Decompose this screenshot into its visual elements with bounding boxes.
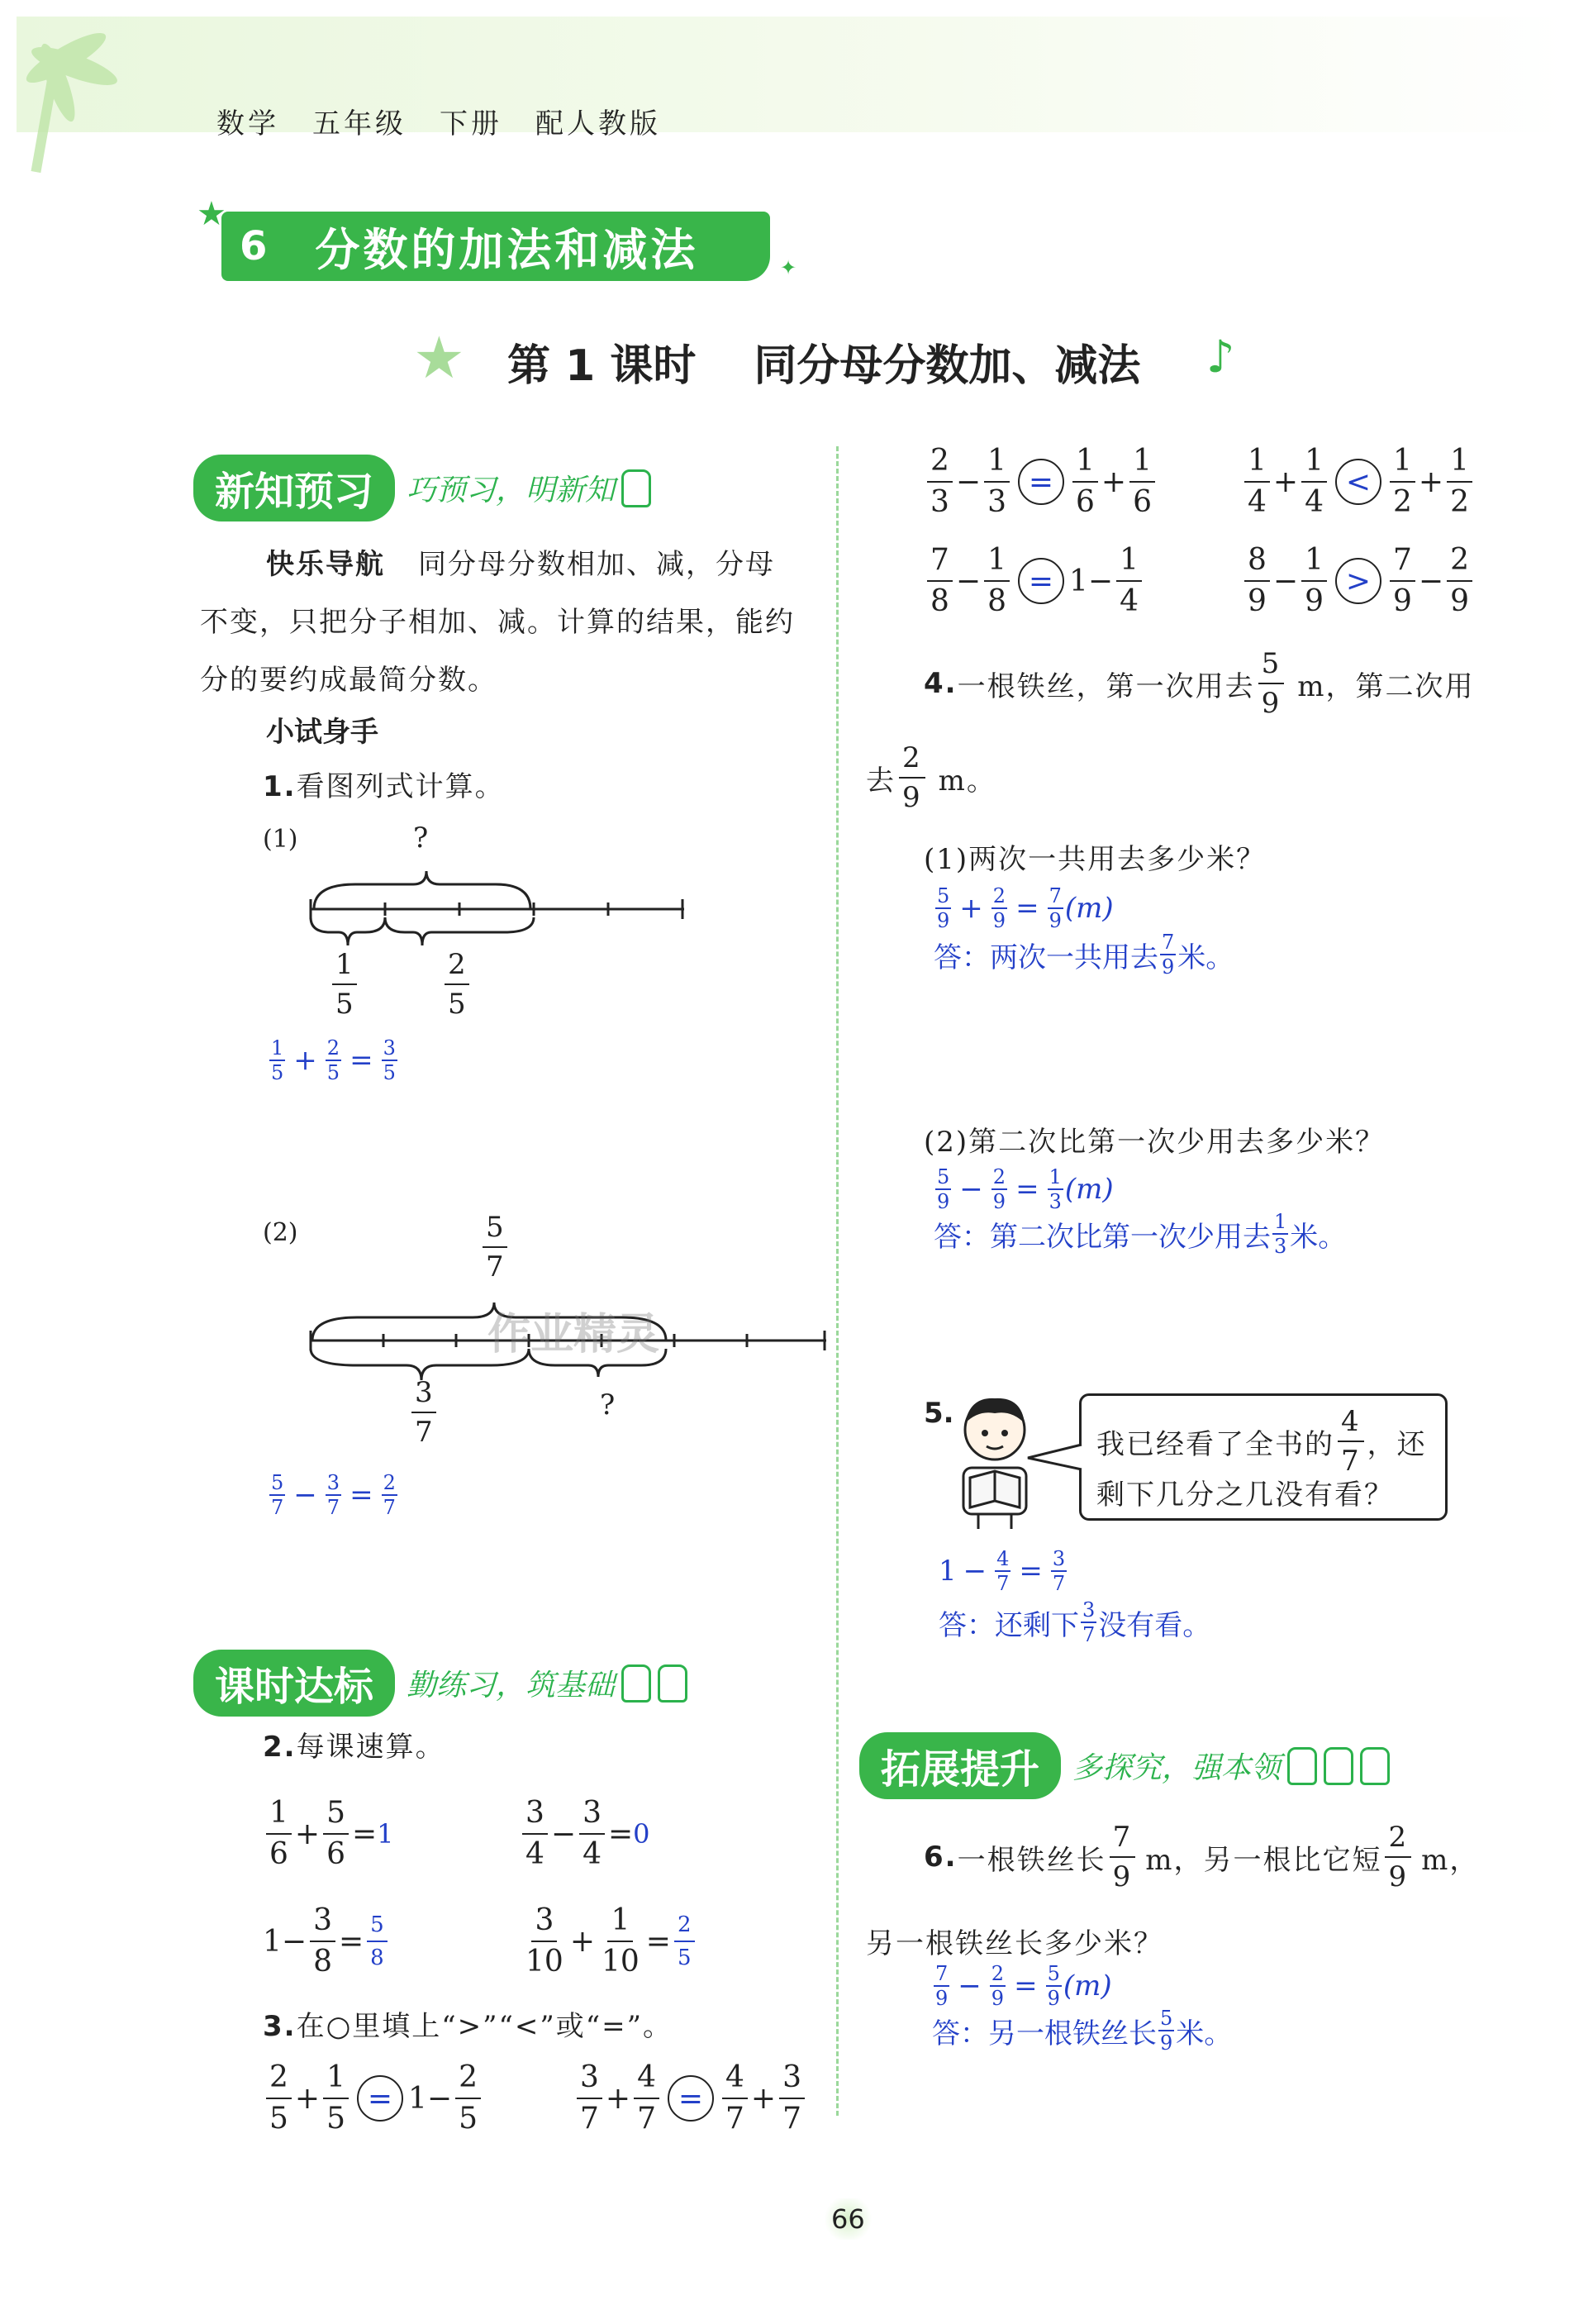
preview-banner-row <box>193 455 651 521</box>
fraction: $\frac{5}{7}$ <box>483 1213 507 1281</box>
header-volume: 下册 <box>440 107 502 140</box>
compare-circle[interactable]: = <box>1018 459 1064 505</box>
fraction: $\frac{3}{8}$ <box>310 1906 335 1977</box>
star-icon: ★ <box>197 195 226 233</box>
q2-item-3: 1 − $\frac{3}{8}$ = $\frac{5}{8}$ <box>263 1906 391 1977</box>
lesson-topic: 同分母分数加、减法 <box>754 341 1141 391</box>
q4-sub2-calc: $\frac{5}{9}$ − $\frac{2}{9}$ = $\frac{1}{3}$ (m) <box>937 1165 1114 1213</box>
fraction: $\frac{1}{6}$ <box>1129 446 1155 517</box>
star-icon: ✦ <box>780 256 797 279</box>
fraction: $\frac{5}{9}$ <box>937 884 950 932</box>
fraction: $\frac{1}{4}$ <box>1244 446 1270 517</box>
extend-banner-sub: 多探究，强本领 <box>1072 1751 1282 1785</box>
unit-title: 分数的加法和减法 <box>315 223 699 276</box>
q3-item-5: $\frac{7}{8}$ − $\frac{1}{8}$ = 1 − $\frac{1}{4}$ <box>924 545 1145 617</box>
compare-circle[interactable]: = <box>357 2075 403 2122</box>
fraction: $\frac{5}{9}$ <box>1160 2007 1173 2055</box>
thumbs-up-icon <box>658 1664 687 1703</box>
page-number: 66 <box>821 2198 875 2240</box>
header-grade: 五年级 <box>312 107 407 140</box>
fraction: $\frac{2}{9}$ <box>991 1962 1005 2010</box>
header-edition: 配人教版 <box>535 107 661 140</box>
fraction: $\frac{3}{4}$ <box>522 1798 548 1869</box>
q2-item-1: $\frac{1}{6}$ + $\frac{5}{6}$ = 1 <box>263 1798 394 1869</box>
q4-sub1-calc: $\frac{5}{9}$ + $\frac{2}{9}$ = $\frac{7}{9}$ (m) <box>937 884 1114 932</box>
q1-part2-answer: $\frac{5}{7}$ − $\frac{3}{7}$ = $\frac{2}{7}$ <box>271 1471 396 1519</box>
palm-tree-decoration <box>17 17 182 182</box>
fraction: $\frac{1}{4}$ <box>1116 545 1142 617</box>
fraction: $\frac{5}{9}$ <box>937 1165 950 1213</box>
q2-heading: 2.每课速算。 <box>263 1731 445 1764</box>
fraction: $\frac{2}{5}$ <box>455 2063 481 2134</box>
q1-part1-diagram <box>306 843 694 959</box>
fraction: $\frac{2}{5}$ <box>326 1036 340 1084</box>
header-info <box>216 101 661 141</box>
q5-answer: 答：还剩下 $\frac{3}{7}$ 没有看。 <box>939 1598 1211 1646</box>
nav-text-3: 分的要约成最简分数。 <box>200 664 497 697</box>
fraction: $\frac{1}{5}$ <box>271 1036 284 1084</box>
thumbs-up-icon <box>621 469 651 507</box>
practice-banner: 课时达标 <box>193 1650 395 1717</box>
compare-circle[interactable]: = <box>1018 558 1064 604</box>
q5-calc: 1 − $\frac{4}{7}$ = $\frac{3}{7}$ <box>939 1547 1066 1595</box>
speech-bubble <box>1079 1393 1448 1521</box>
fraction: $\frac{3}{7}$ <box>779 2063 805 2134</box>
q4-line-1: 4. 一根铁丝，第一次用去 $\frac{5}{9}$ m，第二次用 <box>924 647 1475 720</box>
nav-paragraph <box>200 536 820 709</box>
q5-number: 5. <box>924 1397 954 1430</box>
starfish-icon: ★ <box>413 324 465 392</box>
q1-part2-top-fraction <box>479 1213 511 1281</box>
q6-calc: $\frac{7}{9}$ − $\frac{2}{9}$ = $\frac{5}{9}$ (m) <box>935 1962 1112 2010</box>
try-label: 小试身手 <box>266 716 378 749</box>
q3-item-4: $\frac{1}{4}$ + $\frac{1}{4}$ < $\frac{1}{2}$ + $\frac{1}{2}$ <box>1241 446 1476 517</box>
practice-banner-sub: 勤练习，筑基础 <box>407 1669 616 1703</box>
fraction: $\frac{3}{4}$ <box>579 1798 605 1869</box>
q1-part1-question: ? <box>413 821 429 855</box>
watermark: 作业精灵 <box>487 1310 660 1360</box>
extend-banner-row <box>859 1732 1390 1799</box>
fraction: $\frac{1}{3}$ <box>1049 1165 1062 1213</box>
fraction: $\frac{7}{9}$ <box>935 1962 949 2010</box>
fraction: $\frac{1}{6}$ <box>1072 446 1098 517</box>
q3-item-3: $\frac{2}{3}$ − $\frac{1}{3}$ = $\frac{1}{6}$ + $\frac{1}{6}$ <box>924 446 1158 517</box>
q3-item-1: $\frac{2}{5}$ + $\frac{1}{5}$ = 1 − $\frac{2}{5}$ <box>263 2063 484 2134</box>
q1-part1-label: (1) <box>263 825 298 854</box>
fraction: $\frac{1}{8}$ <box>984 545 1010 617</box>
q2-item-4: $\frac{3}{10}$ + $\frac{1}{10}$ = $\frac{2}{5}$ <box>519 1906 698 1977</box>
speech-line-1: 我已经看了全书的 $\frac{4}{7}$ ，还 <box>1096 1405 1427 1478</box>
q1-part1-answer: $\frac{1}{5}$ + $\frac{2}{5}$ = $\frac{3}{5}$ <box>271 1036 396 1084</box>
fraction: $\frac{1}{2}$ <box>1447 446 1472 517</box>
q4-sub1-answer: 答：两次一共用去 $\frac{7}{9}$ 米。 <box>934 931 1234 979</box>
fraction: $\frac{5}{9}$ <box>1258 650 1285 717</box>
fraction: $\frac{3}{10}$ <box>525 1903 563 1979</box>
q1-part2-bottom-fraction <box>408 1376 440 1449</box>
q1-part2-label: (2) <box>263 1218 298 1247</box>
q6-line-2: 另一根铁丝长多少米？ <box>866 1927 1163 1960</box>
fraction: $\frac{1}{2}$ <box>1390 446 1415 517</box>
q4-line-2: 去 $\frac{2}{9}$ m。 <box>866 741 996 814</box>
fraction: $\frac{1}{9}$ <box>1301 545 1327 617</box>
q3-heading: 3.在○里填上“>”“<”或“=”。 <box>263 2010 673 2043</box>
thumbs-up-icon <box>1360 1747 1390 1785</box>
q4-sub2: (2)第二次比第一次少用去多少米？ <box>924 1126 1386 1159</box>
fraction: $\frac{7}{9}$ <box>1162 931 1175 979</box>
practice-banner-row <box>193 1650 687 1717</box>
fraction: $\frac{4}{7}$ <box>996 1547 1010 1595</box>
music-note-icon: ♪ <box>1206 331 1235 383</box>
fraction: $\frac{1}{6}$ <box>266 1798 292 1869</box>
q6-answer: 答：另一根铁丝长 $\frac{5}{9}$ 米。 <box>932 2007 1233 2055</box>
compare-circle[interactable]: < <box>1335 459 1381 505</box>
fraction: $\frac{5}{9}$ <box>1047 1962 1060 2010</box>
preview-banner-sub: 巧预习，明新知 <box>407 474 616 507</box>
fraction: $\frac{5}{6}$ <box>323 1798 349 1869</box>
fraction: $\frac{8}{9}$ <box>1244 545 1270 617</box>
fraction: $\frac{7}{8}$ <box>927 545 953 617</box>
fraction: $\frac{1}{3}$ <box>1274 1210 1287 1258</box>
fraction: $\frac{3}{7}$ <box>326 1471 340 1519</box>
fraction: $\frac{7}{9}$ <box>1049 884 1062 932</box>
fraction: $\frac{4}{7}$ <box>1338 1407 1364 1475</box>
fraction: $\frac{4}{7}$ <box>722 2063 748 2134</box>
fraction: $\frac{2}{9}$ <box>899 744 925 812</box>
q3-item-6: $\frac{8}{9}$ − $\frac{1}{9}$ > $\frac{7}{9}$ − $\frac{2}{9}$ <box>1241 545 1476 617</box>
q4-sub2-answer: 答：第二次比第一次少用去 $\frac{1}{3}$ 米。 <box>934 1210 1347 1258</box>
lesson-title <box>507 331 1140 393</box>
fraction: $\frac{3}{5}$ <box>383 1036 396 1084</box>
unit-banner <box>221 212 770 281</box>
fraction: $\frac{3}{7}$ <box>1052 1547 1066 1595</box>
nav-text-1: 同分母分数相加、减，分母 <box>418 548 775 581</box>
fraction: $\frac{4}{7}$ <box>634 2063 659 2134</box>
fraction: $\frac{3}{7}$ <box>411 1379 436 1446</box>
fraction: $\frac{2}{5}$ <box>445 950 469 1018</box>
fraction: $\frac{2}{3}$ <box>927 446 953 517</box>
fraction: $\frac{1}{4}$ <box>1301 446 1327 517</box>
extend-banner: 拓展提升 <box>859 1732 1061 1799</box>
fraction: $\frac{1}{5}$ <box>332 950 357 1018</box>
fraction: $\frac{3}{7}$ <box>577 2063 602 2134</box>
q1-heading: 1.看图列式计算。 <box>263 770 505 803</box>
fraction: $\frac{2}{7}$ <box>383 1471 396 1519</box>
q1-part1-left-fraction <box>329 948 360 1021</box>
q1-part1-right-fraction <box>441 948 473 1021</box>
fraction: $\frac{7}{9}$ <box>1390 545 1415 617</box>
thumbs-up-icon <box>1287 1747 1317 1785</box>
fraction: $\frac{7}{9}$ <box>1110 1823 1136 1891</box>
q1-part2-question: ? <box>600 1388 616 1422</box>
fraction: $\frac{2}{9}$ <box>1447 545 1472 617</box>
preview-banner: 新知预习 <box>193 455 395 521</box>
header-subject: 数学 <box>216 107 279 140</box>
fraction: $\frac{2}{9}$ <box>992 884 1006 932</box>
fraction: $\frac{3}{7}$ <box>1082 1598 1096 1646</box>
speech-bubble-tail <box>1025 1441 1084 1474</box>
fraction: $\frac{1}{3}$ <box>984 446 1010 517</box>
q2-item-2: $\frac{3}{4}$ − $\frac{3}{4}$ = 0 <box>519 1798 650 1869</box>
fraction: $\frac{2}{5}$ <box>674 1914 695 1969</box>
fraction: $\frac{1}{10}$ <box>601 1903 640 1979</box>
fraction: $\frac{2}{9}$ <box>992 1165 1006 1213</box>
lesson-number: 第 1 课时 <box>507 341 697 391</box>
nav-text-2: 不变，只把分子相加、减。计算的结果，能约 <box>200 606 795 639</box>
compare-circle[interactable]: = <box>668 2075 714 2122</box>
nav-label: 快乐导航 <box>266 548 385 581</box>
column-divider <box>836 446 839 2116</box>
fraction: $\frac{2}{9}$ <box>1385 1823 1411 1891</box>
thumbs-up-icon <box>621 1664 651 1703</box>
unit-number: 6 <box>240 223 268 269</box>
speech-line-2: 剩下几分之几没有看？ <box>1096 1479 1394 1512</box>
compare-circle[interactable]: > <box>1335 558 1381 604</box>
fraction: $\frac{1}{5}$ <box>323 2063 349 2134</box>
fraction: $\frac{5}{8}$ <box>367 1914 388 1969</box>
q4-sub1: (1)两次一共用去多少米？ <box>924 843 1267 876</box>
q6-line-1: 6. 一根铁丝长 $\frac{7}{9}$ m，另一根比它短 $\frac{2}{9}$ m， <box>924 1821 1480 1893</box>
q3-item-2: $\frac{3}{7}$ + $\frac{4}{7}$ = $\frac{4}{7}$ + $\frac{3}{7}$ <box>573 2063 808 2134</box>
fraction: $\frac{5}{7}$ <box>271 1471 284 1519</box>
thumbs-up-icon <box>1324 1747 1353 1785</box>
fraction: $\frac{2}{5}$ <box>266 2063 292 2134</box>
